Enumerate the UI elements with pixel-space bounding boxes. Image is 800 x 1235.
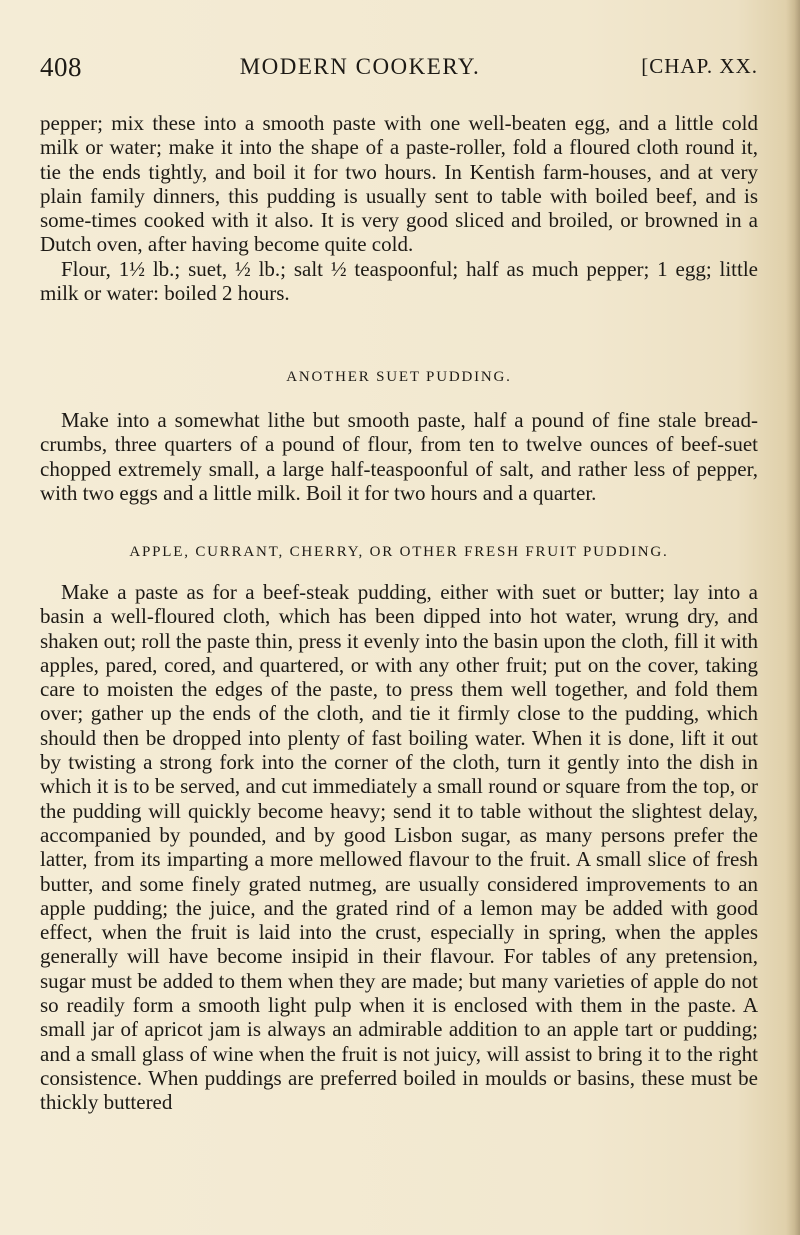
suet-section bbox=[40, 408, 758, 505]
intro-paragraph: pepper; mix these into a smooth paste with one well-beaten egg, and a little cold milk or water; make it into the shape of a paste-roller, fold a floured cloth round it, tie the ends tightly, and boil it for two hours. In Kentish farm-houses, and at very plain family dinners, this pudding is usually sent to table with boiled beef, and is some-times cooked with it also. It is very good sliced and broiled, or browned in a Dutch oven, after having become quite cold. bbox=[40, 111, 758, 257]
heading-fruit-pudding: APPLE, CURRANT, CHERRY, OR OTHER FRESH FRUIT PUDDING. bbox=[129, 544, 669, 560]
fruit-section bbox=[40, 580, 758, 1115]
running-title: MODERN COOKERY. bbox=[239, 54, 481, 79]
page-header bbox=[40, 52, 758, 88]
fruit-paragraph: Make a paste as for a beef-steak pudding, either with suet or butter; lay into a basin a well-floured cloth, which has been dipped into hot water, wrung dry, and shaken out; roll the paste thin, press it evenly into the basin upon the cloth, fill it with apples, pared, cored, and quartered, or with any other fruit; put on the cover, taking care to moisten the edges of the paste, to press them well together, and fold them over; gather up the ends of the cloth, and tie it firmly close to the pudding, which should then be dropped into plenty of fast boiling water. When it is done, lift it out by twisting a strong fork into the corner of the cloth, turn it gently into the dish in which it is to be served, and cut immediately a small round or square from the top, or the pudding will quickly become heavy; send it to table without the slightest delay, accompanied by pounded, and by good Lisbon sugar, as many persons prefer the latter, from its imparting a more mellowed flavour to the fruit. A small slice of fresh butter, and some finely grated nutmeg, are usually considered improvements to an apple pudding; the juice, and the grated rind of a lemon may be added with good effect, when the fruit is laid into the crust, especially in spring, when the apples generally will have become insipid in their flavour. For tables of any pretension, sugar must be added to them when they are made; but many varieties of apple do not so readily form a smooth light pulp when it is enclosed with them in the paste. A small jar of apricot jam is always an admirable addition to an apple tart or pudding; and a small glass of wine when the fruit is not juicy, will assist to bring it to the right consistence. When puddings are preferred boiled in moulds or basins, these must be thickly buttered bbox=[40, 580, 758, 1115]
suet-paragraph: Make into a somewhat lithe but smooth paste, half a pound of fine stale bread-crumbs, three quarters of a pound of flour, from ten to twelve ounces of beef-suet chopped extremely small, a large half-teaspoonful of salt, and rather less of pepper, with two eggs and a little milk. Boil it for two hours and a quarter. bbox=[40, 408, 758, 505]
heading-another-suet-pudding: ANOTHER SUET PUDDING. bbox=[286, 369, 512, 385]
chapter-marker: [CHAP. XX. bbox=[641, 54, 758, 78]
intro-section bbox=[40, 111, 758, 305]
page-number: 408 bbox=[40, 52, 82, 82]
page-edge-shadow bbox=[786, 0, 800, 1235]
intro-recipe-summary: Flour, 1½ lb.; suet, ½ lb.; salt ½ teaspoonful; half as much pepper; 1 egg; little milk or water: boiled 2 hours. bbox=[40, 256, 758, 306]
